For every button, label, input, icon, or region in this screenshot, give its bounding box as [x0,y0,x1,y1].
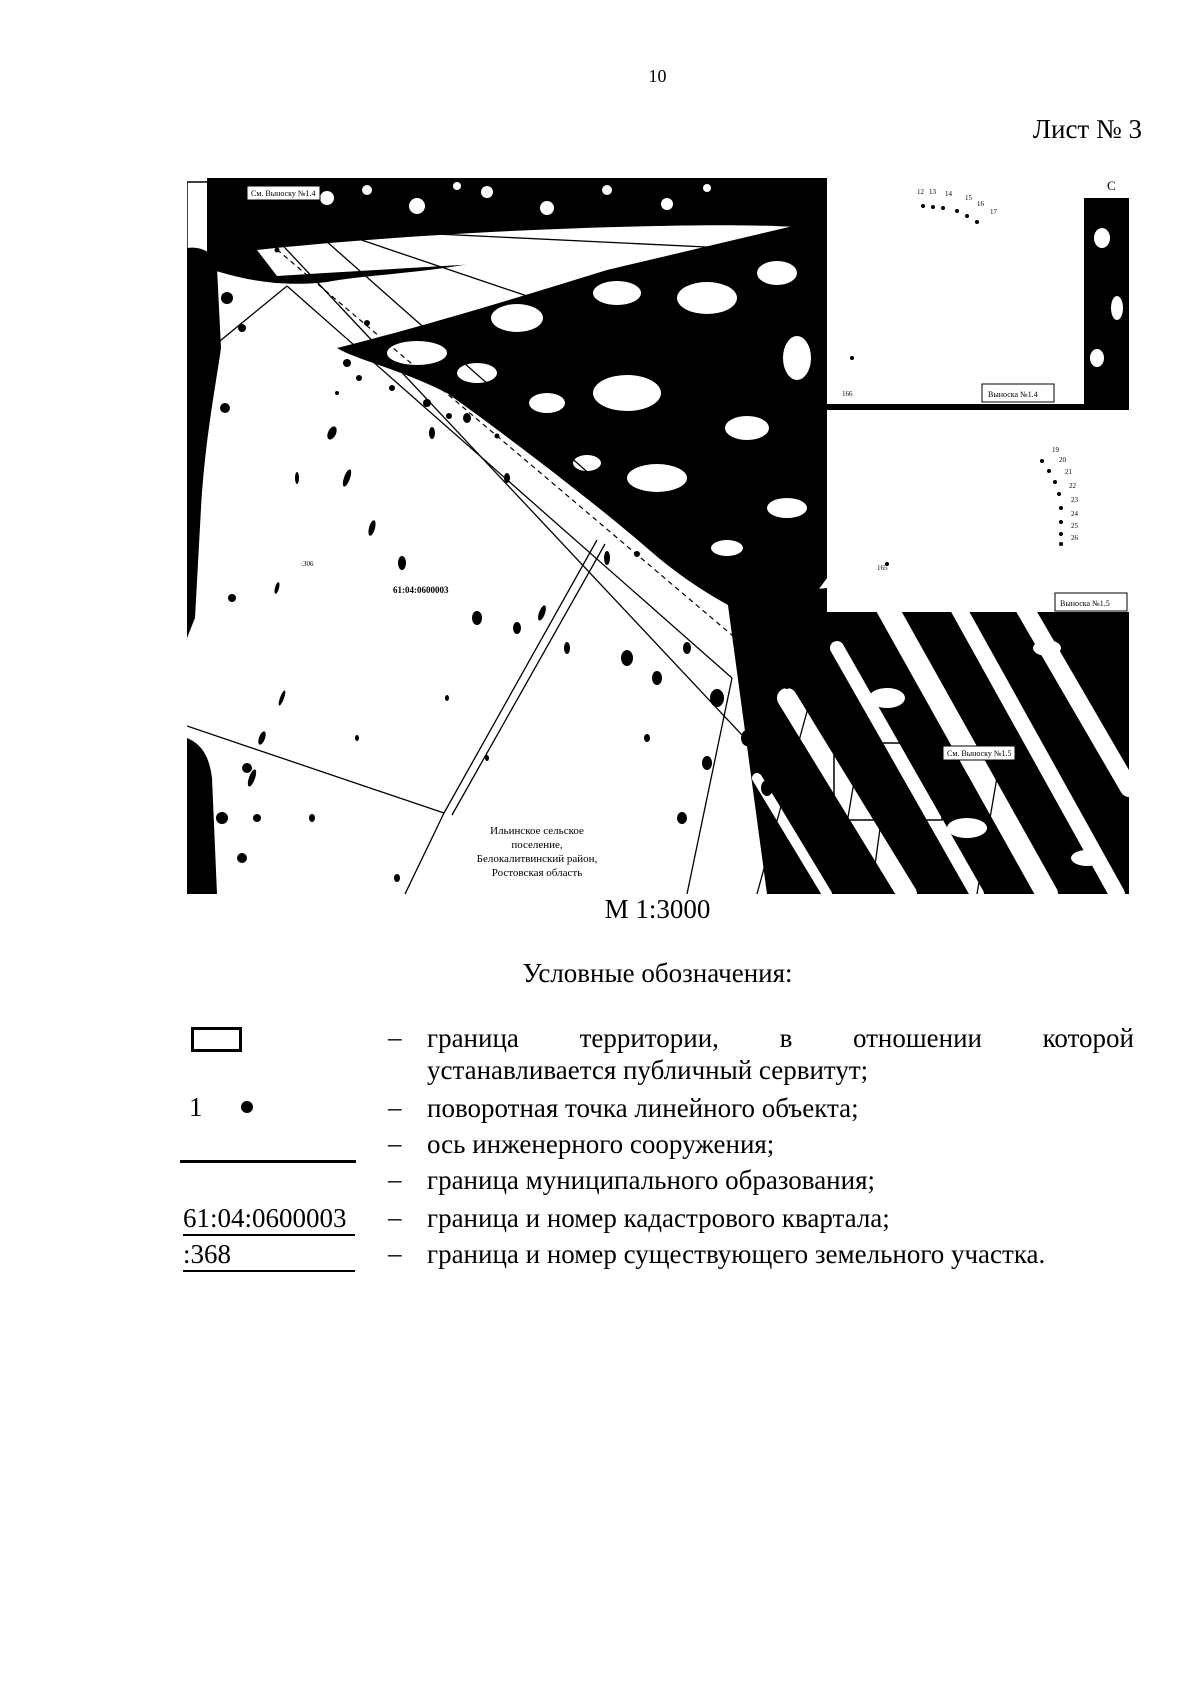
legend-dash: – [388,1238,402,1268]
map-frame [187,178,1129,894]
legend-row-servitude [180,1022,1134,1086]
parcel-165-label: 165 [877,564,888,572]
legend-word: в [779,1023,793,1053]
legend-text: граница муниципального образования; [427,1165,876,1195]
inset-pt: 16 [977,200,984,208]
inset-pt: 19 [1052,446,1059,454]
legend-dash: – [388,1022,402,1052]
map-scale: М 1:3000 [604,894,711,924]
inset-pt: 12 [917,188,924,196]
servitude-boundary-symbol [191,1027,242,1052]
inset-pt: 15 [965,194,972,202]
legend-dash: – [388,1164,402,1194]
legend-word: отношении [852,1023,982,1053]
parcel-166-label: 166 [842,390,853,398]
inset-pt: 17 [990,208,997,216]
quarter-label: 61:04:0600003 [393,585,449,595]
legend-title: Условные обозначения: [522,958,793,988]
inset-1-4 [827,178,1129,410]
inset-pt: 22 [1069,482,1076,490]
legend-row-parcel [180,1238,1134,1270]
legend-row-turning-point [180,1092,1134,1124]
legend-word: территории, [579,1023,719,1053]
legend-text-line2: устанавливается публичный сервитут; [427,1055,869,1085]
inset-pt: 26 [1071,534,1078,542]
legend-text: ось инженерного сооружения; [427,1129,775,1159]
inset-pt: 24 [1071,510,1078,518]
municipal-boundary-symbol [180,1160,356,1163]
legend-word: которой [1042,1023,1134,1053]
callout-ref-1-4: См. Выноску №1.4 [251,189,316,198]
inset-1-5 [827,416,1129,612]
callout-1-5-title: Выноска №1.5 [1060,599,1110,608]
legend-row-axis [180,1128,1134,1160]
imagery-forest [335,218,827,633]
legend-row-municipal [180,1164,1134,1196]
callout-ref-1-5: См. Выноску №1.5 [947,749,1012,758]
legend-row-quarter [180,1202,1134,1234]
imagery-left-edge [187,248,261,894]
legend-dash: – [388,1092,402,1122]
legend-dash: – [388,1128,402,1158]
settlement-label-1: Ильинское сельское [490,825,584,837]
map-canvas [187,178,1129,894]
callout-1-4-title: Выноска №1.4 [988,390,1038,399]
parcel-306-label: :306 [301,560,314,568]
inset-pt: 25 [1071,522,1078,530]
point-number-symbol: 1 [189,1092,203,1122]
north-arrow-label: С [1107,178,1116,193]
settlement-label-2: поселение, [511,839,563,851]
sheet-label: Лист № 3 [1032,114,1142,144]
legend-text: граница и номер кадастрового квартала; [427,1203,890,1233]
settlement-label-3: Белокалитвинский район, [476,853,598,865]
inset-pt: 20 [1059,456,1066,464]
inset-pt: 21 [1065,468,1072,476]
inset-pt: 14 [945,190,952,198]
settlement-label-4: Ростовская область [491,867,583,879]
legend-text: поворотная точка линейного объекта; [427,1093,859,1123]
legend-dash: – [388,1202,402,1232]
legend-word: граница [427,1023,519,1053]
inset-pt: 23 [1071,496,1078,504]
point-dot-symbol [241,1101,253,1113]
parcel-symbol: :368 [183,1238,355,1272]
inset-pt: 13 [929,188,936,196]
quarter-symbol: 61:04:0600003 [183,1202,355,1236]
page-number: 10 [648,66,667,86]
legend-text: граница и номер существующего земельного участка. [427,1239,1046,1269]
